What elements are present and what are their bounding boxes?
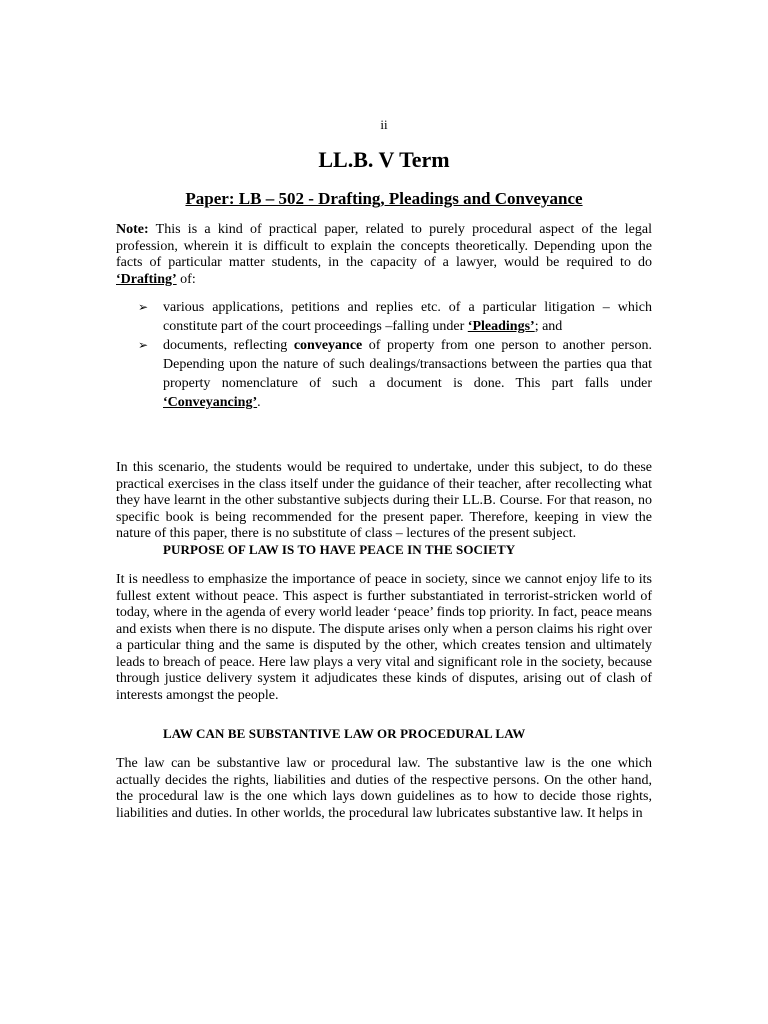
note-tail: of: [176, 271, 196, 287]
bullet-term-conveyancing: ‘Conveyancing’ [163, 395, 258, 410]
peace-paragraph: It is needless to emphasize the importance of peace in society, since we cannot enjoy life to its fullest extent without peace. This aspect is further substantiated in terrorist-stricken world of today, where in the agenda of every world leader ‘peace’ finds top priority. In fact, peace means and exists when there is no dispute. The dispute arises only when a person claims his right over a particular thing and the same is disputed by the other, which creates tension and ultimately leads to breach of peace. Here law plays a very vital and significant role in the society, because through justice delivery system it adjudicates these kinds of disputes, arising out of clash of interests amongst the people. [116, 572, 652, 703]
arrow-bullet-icon: ➢ [138, 338, 149, 352]
section-heading-law-types: LAW CAN BE SUBSTANTIVE LAW OR PROCEDURAL LAW [163, 726, 526, 741]
list-item [116, 298, 652, 336]
bullet-text: various applications, petitions and replies etc. of a particular litigation – which constitute part of the court proceedings –falling under [163, 300, 652, 334]
page-number: ii [380, 117, 388, 132]
bullet-list [116, 298, 652, 412]
section-heading-peace: PURPOSE OF LAW IS TO HAVE PEACE IN THE SOCIETY [163, 542, 516, 557]
arrow-bullet-icon: ➢ [138, 300, 149, 314]
note-label: Note: [116, 222, 149, 237]
scenario-paragraph: In this scenario, the students would be required to undertake, under this subject, to do these practical exercises in the class itself under the guidance of their teacher, after recollecting what they have learnt in the other substantive subjects during their LL.B. Course. For that reason, no specific book is being recommended for the present paper. Therefore, keeping in view the nature of this paper, there is no substitute of class – lectures of the present subject. [116, 460, 652, 541]
list-item [116, 336, 652, 412]
note-text: This is a kind of practical paper, related to purely procedural aspect of the legal profession, wherein it is difficult to explain the concepts theoretically. Depending upon the facts of particular matter students, in the capacity of a lawyer, would be required to do [116, 222, 652, 270]
paper-subtitle: Paper: LB – 502 - Drafting, Pleadings and Conveyance [185, 189, 583, 208]
bullet-text-mid: of property from one person to another person. Depending upon the nature of such dealings/transactions between the parties qua that property nomenclature of such a document is done. This part falls under [163, 338, 652, 391]
bullet-tail: . [257, 395, 261, 410]
bullet-tail: ; and [534, 319, 563, 334]
bullet-bold-conveyance: conveyance [293, 338, 363, 353]
bullet-term-pleadings: ‘Pleadings’ [467, 319, 535, 334]
page-title: LL.B. V Term [318, 147, 450, 172]
note-paragraph [116, 222, 652, 288]
law-types-paragraph: The law can be substantive law or procedural law. The substantive law is the one which actually decides the rights, liabilities and duties of the respective persons. On the other hand, the procedural law is the one which lays down guidelines as to how to decide those rights, liabilities and duties. In other worlds, the procedural law lubricates substantive law. It helps in [116, 756, 652, 821]
bullet-text: documents, reflecting [163, 338, 294, 353]
note-term-drafting: ‘Drafting’ [116, 271, 177, 287]
